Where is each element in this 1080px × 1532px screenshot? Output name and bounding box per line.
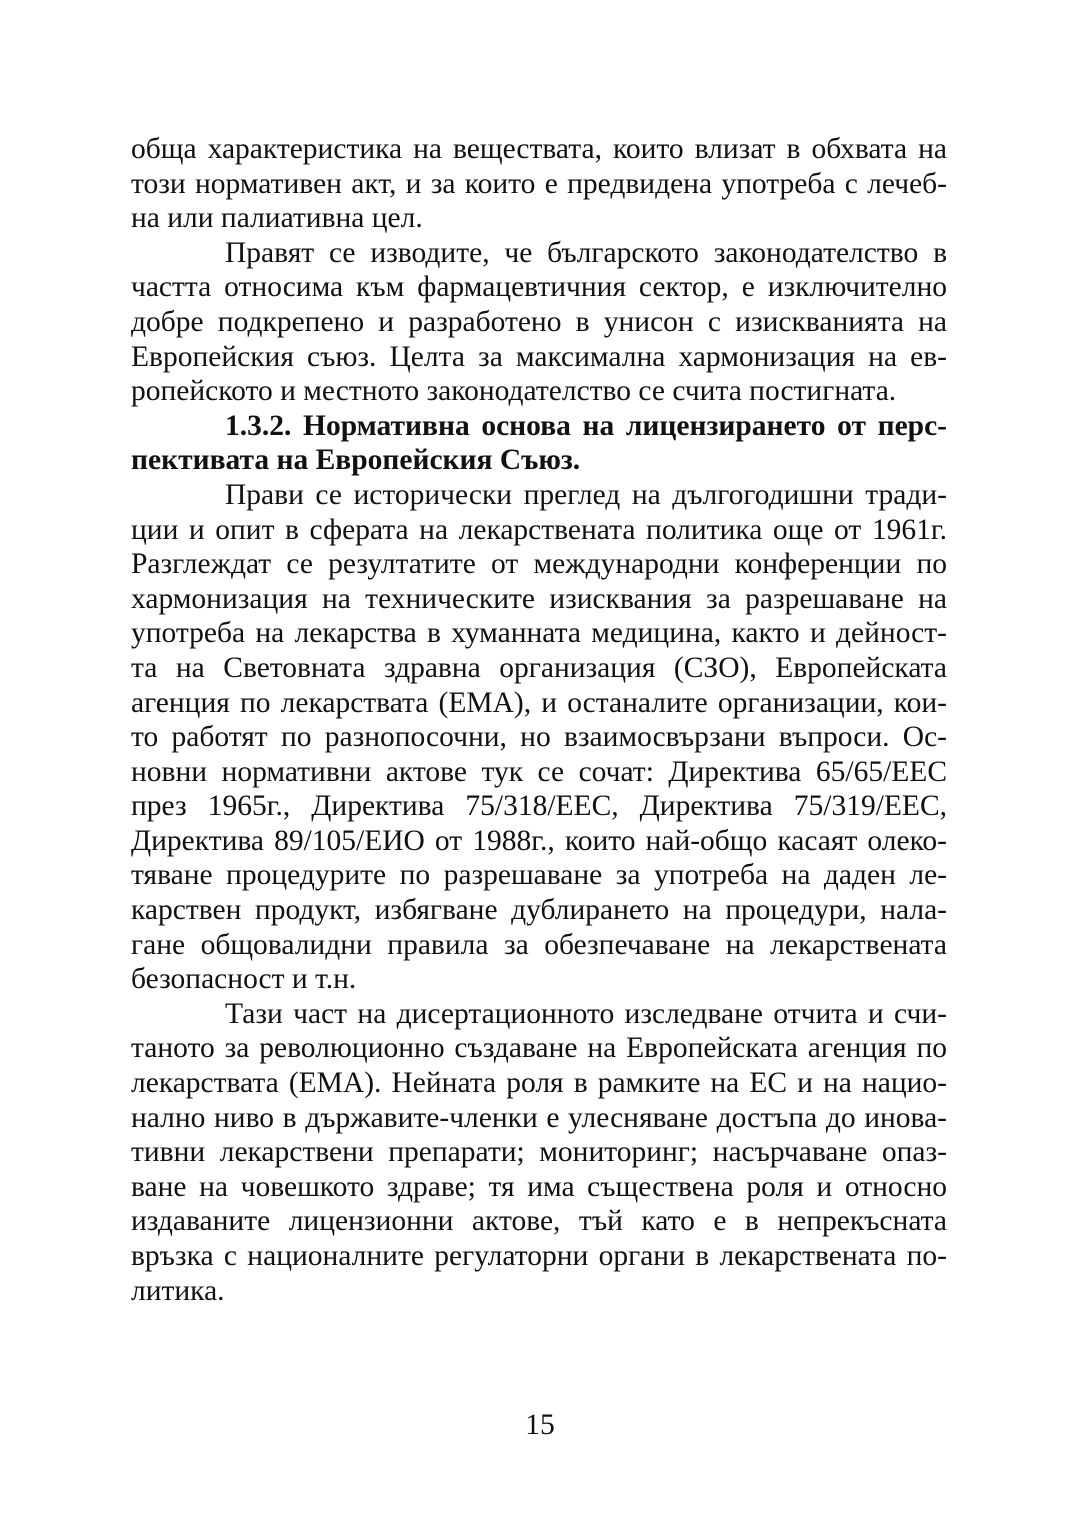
text-line: агенция по лекарствата (ЕМА), и останалите организации, кои- [131,686,947,719]
text-line: употреба на лекарства в хуманната медицина, както и дейност- [131,617,947,650]
paragraph-conclusions [131,236,947,409]
text-line: тивни лекарствени препарати; мониторинг; насърчаване опаз- [131,1136,947,1169]
text-line: на или палиативна цел. [131,202,423,235]
text-line: Правят се изводите, че българското законодателство в [225,236,947,269]
text-line: частта относима към фармацевтичния сектор, е изключително [131,271,947,304]
text-line: Директива 89/105/ЕИО от 1988г., които най-общо касаят олеко- [131,824,947,857]
heading-line: пективата на Европейския Съюз. [131,444,581,477]
text-line: издаваните лицензионни актове, тъй като е в непрекъсната [131,1205,947,1238]
text-line: ропейското и местното законодателство се счита постигната. [131,375,897,408]
text-line: добре подкрепено и разработено в унисон с изискванията на [131,305,947,338]
text-line: този нормативен акт, и за които е предвидена употреба с лечеб- [131,167,947,200]
text-line: през 1965г., Директива 75/318/ЕЕС, Директива 75/319/ЕЕС, [131,790,947,823]
page-number: 15 [525,1409,555,1441]
paragraph-continuation [131,132,947,236]
text-line: ции и опит в сферата на лекарствената политика още от 1961г. [131,513,947,546]
section-heading [131,409,947,478]
text-line: връзка с националните регулаторни органи в лекарствената по- [131,1240,947,1272]
text-line: Европейския съюз. Целта за максимална хармонизация на ев- [131,340,947,373]
text-line: гане общовалидни правила за обезпечаване на лекарствената [131,928,947,961]
body-text [131,132,947,1308]
text-line: таното за революционно създаване на Европейската агенция по [131,1032,947,1065]
text-line: обща характеристика на веществата, които влизат в обхвата на [131,133,947,165]
text-line: карствен продукт, избягване дублирането на процедури, нала- [131,894,947,927]
text-line: Разглеждат се резултатите от международни конференции по [131,548,947,581]
text-line: лекарствата (ЕМА). Нейната роля в рамките на ЕС и на нацио- [131,1067,947,1100]
text-line: то работят по разнопосочни, но взаимосвързани въпроси. Ос- [131,721,947,754]
text-line: новни нормативни актове тук се сочат: Директива 65/65/ЕЕС [131,755,947,788]
text-line: Прави се исторически преглед на дългогодишни тради- [225,478,947,511]
text-line: та на Световната здравна организация (СЗО), Европейската [131,651,947,684]
text-line: нално ниво в държавите-членки е улесняване достъпа до инова- [131,1101,947,1134]
paragraph-historical-review [131,478,947,997]
text-line: безопасност и т.н. [131,963,357,996]
heading-line: 1.3.2. Нормативна основа на лицензирането от перс- [225,409,947,442]
paragraph-ema [131,997,947,1308]
text-line: Тази част на дисертационното изследване отчита и счи- [225,997,947,1030]
text-line: хармонизация на техническите изисквания за разрешаване на [131,582,947,615]
text-line: ване на човешкото здраве; тя има съществена роля и относно [131,1170,947,1203]
text-line: литика. [131,1274,225,1307]
text-line: тяване процедурите по разрешаване за употреба на даден ле- [131,859,947,892]
